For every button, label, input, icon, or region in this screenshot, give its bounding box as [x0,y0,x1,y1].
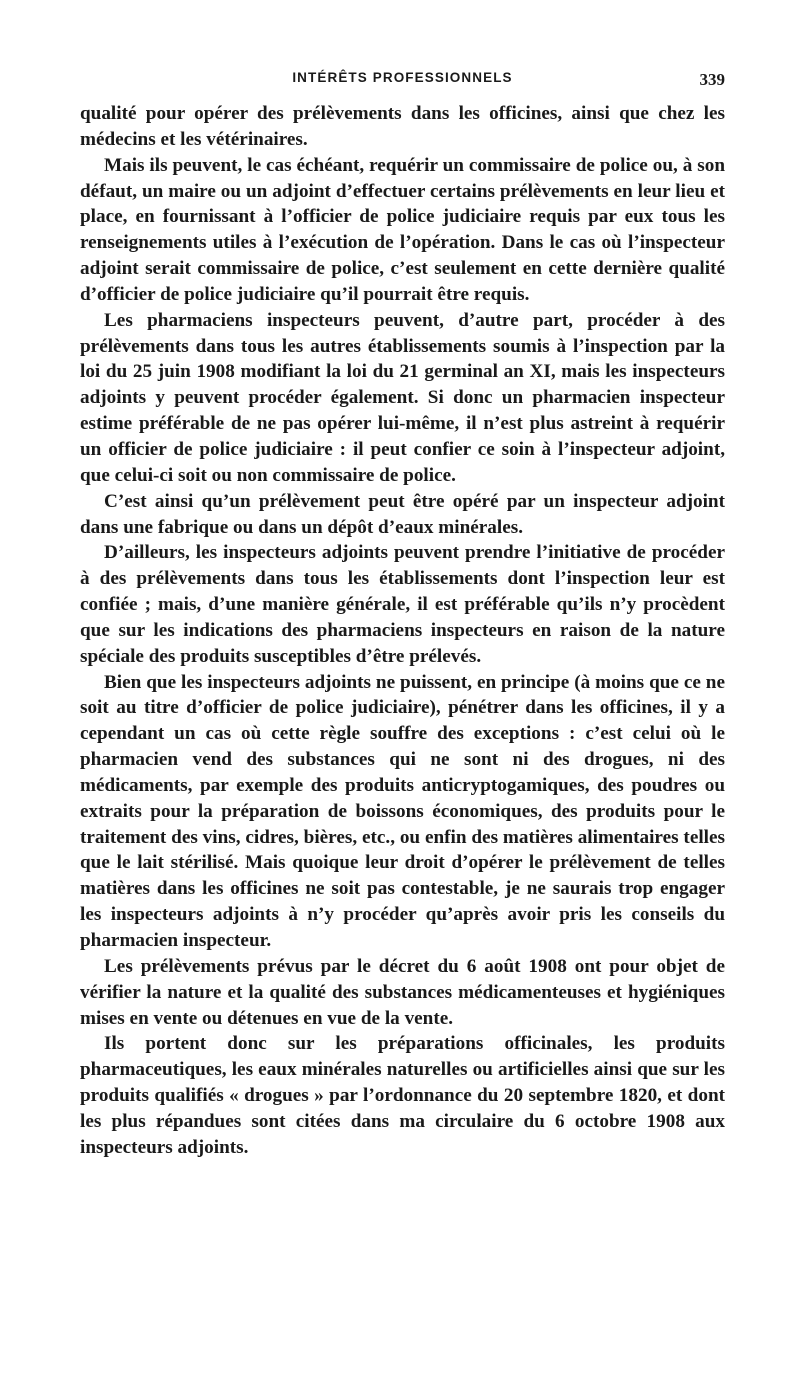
paragraph-4: C’est ainsi qu’un prélèvement peut être opéré par un inspecteur adjoint dans une fabrique ou dans un dépôt d’eaux minérales. [80,490,725,538]
paragraph-8: Ils portent donc sur les préparations officinales, les produits pharmaceutiques, les eaux minérales naturelles ou artificielles ainsi que sur les produits qualifiés « drogues » par l’ordonnance du 20 septembre 1820, et dont les plus répandues sont citées dans ma circulaire du 6 octobre 1908 aux inspecteurs adjoints. [80,1033,725,1158]
body-text [80,101,725,1161]
paragraph-5: D’ailleurs, les inspecteurs adjoints peuvent prendre l’initiative de procéder à des prélèvements dans tous les établissements dont l’inspection leur est confiée ; mais, d’une manière générale, il est préférable qu’ils n’y procèdent que sur les indications des pharmaciens inspecteurs en raison de la nature spéciale des produits susceptibles d’être prélevés. [80,542,725,667]
running-title: INTÉRÊTS PROFESSIONNELS [292,70,513,85]
paragraph-7: Les prélèvements prévus par le décret du 6 août 1908 ont pour objet de vérifier la nature et la qualité des substances médicamenteuses et hygiéniques mises en vente ou détenues en vue de la vente. [80,955,725,1029]
page-header [80,70,725,94]
paragraph-3: Les pharmaciens inspecteurs peuvent, d’autre part, procéder à des prélèvements dans tous les autres établissements soumis à l’inspection par la loi du 25 juin 1908 modifiant la loi du 21 germinal an XI, mais les inspecteurs adjoints y peuvent procéder également. Si donc un pharmacien inspecteur estime préférable de ne pas opérer lui-même, il n’est plus astreint à requérir un officier de police judiciaire : il peut confier ce soin à l’inspecteur adjoint, que celui-ci soit ou non commissaire de police. [80,309,725,486]
paragraph-1: qualité pour opérer des prélèvements dans les officines, ainsi que chez les médecins et les vétérinaires. [80,103,725,150]
paragraph-2: Mais ils peuvent, le cas échéant, requérir un commissaire de police ou, à son défaut, un maire ou un adjoint d’effectuer certains prélèvements en leur lieu et place, en fournissant à l’officier de police judiciaire requis par eux tous les renseignements utiles à l’exécution de l’opération. Dans le cas où l’inspecteur adjoint serait commissaire de police, c’est seulement en cette dernière qualité d’officier de police judiciaire qu’il pourrait être requis. [80,154,725,305]
page-number: 339 [699,70,725,89]
paragraph-6: Bien que les inspecteurs adjoints ne puissent, en principe (à moins que ce ne soit au titre d’officier de police judiciaire), pénétrer dans les officines, il y a cependant un cas où cette règle souffre des exceptions : c’est celui où le pharmacien vend des substances qui ne sont ni des drogues, ni des médicaments, par exemple des produits anticryptogamiques, des poudres ou extraits pour la préparation de boissons économiques, des produits pour le traitement des vins, cidres, bières, etc., ou enfin des matières alimentaires telles que le lait stérilisé. Mais quoique leur droit d’opérer le prélèvement de telles matières dans les officines ne soit pas contestable, je ne saurais trop engager les inspecteurs adjoints à n’y procéder qu’après avoir pris les conseils du pharmacien inspecteur. [80,671,725,951]
